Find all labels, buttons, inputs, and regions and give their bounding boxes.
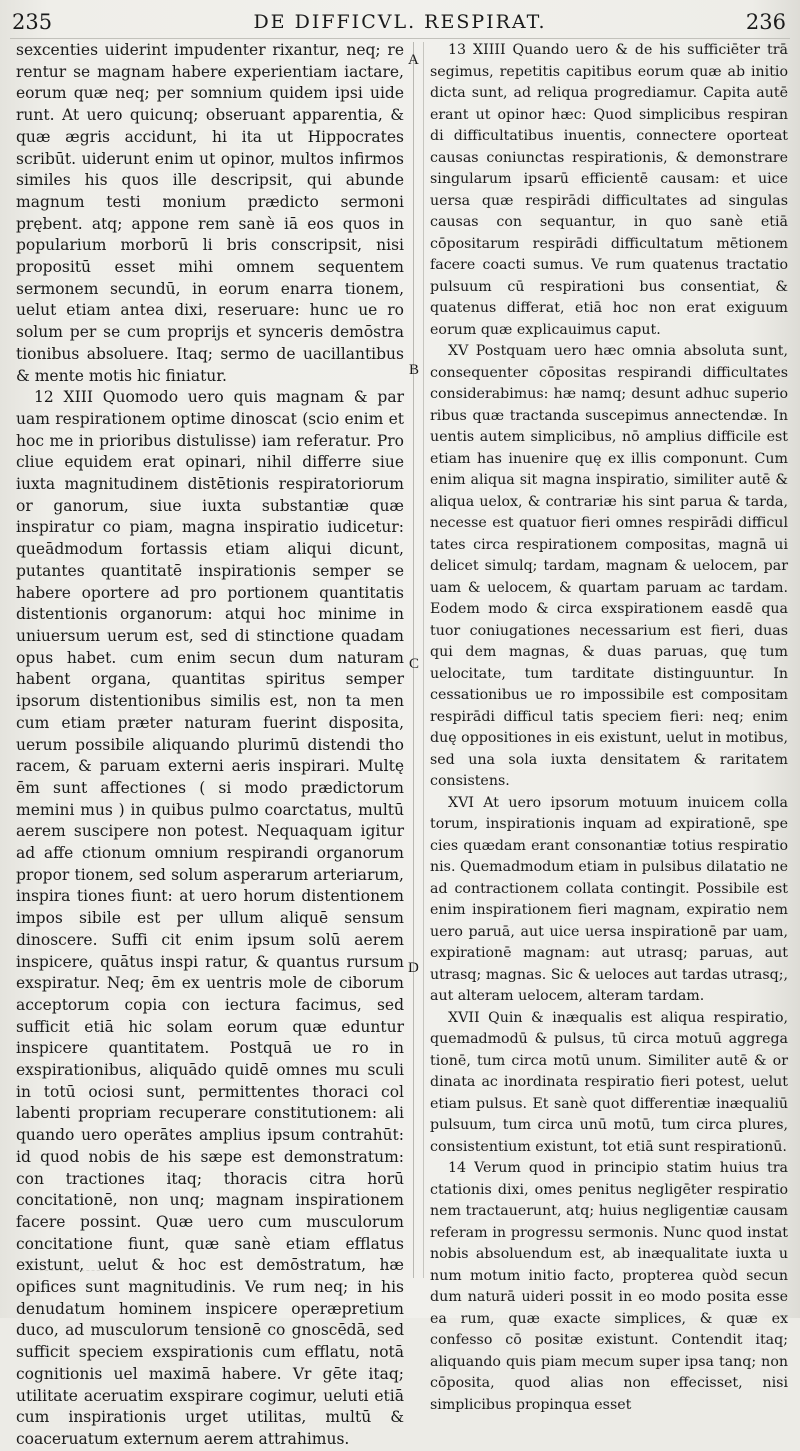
column-divider-secondary (423, 42, 424, 1278)
paragraph: 13 XIIII Quando uero & de his sufficiēter trā segimus, repetitis capitibus eorum quæ ab initio dicta sunt, ad reliqua progrediamur. Capita autē erant ut opinor hæc: Quod simplicibus respiran di difficultatibus inuentis, connectere oporteat causas coniunctas respirationis, & demonstrare singularum ipsarū efficientē causam: et uice uersa quæ respirādi difficultates ad singulas causas con sequantur, in quo sanè etiā cōpositarum respirādi difficultatum mētionem facere coacti sumus. Ve rum quatenus tractatio pulsuum cū respirationi bus consentiat, & quatenus differat, etiā hoc non erat exiguum eorum quæ explicauimus caput. (430, 42, 788, 338)
right-page-number: 236 (745, 10, 786, 34)
running-title: DE DIFFICVL. RESPIRAT. (253, 11, 547, 33)
paragraph: sexcenties uiderint impudenter rixantur, neq; re rentur se magnam habere experientiam iactare, eorum quæ neq; per somnium quidem ipsi uide runt. At uero quicunq; obseruant apparentia, & quæ ægris accidunt, hi ita ut Hippocrates scribūt. uiderunt enim ut opinor, multos infirmos similes his quos ille descripsit, qui abunde magnum testi monium prædicto sermoni prębent. atq; appone rem sanè iā eos quos in popularium morborū li bris conscripsit, nisi propositū esset mihi omnem sequentem sermonem secundū, in eorum enarra tionem, uelut etiam antea dixi, reseruare: hunc ue ro solum per se cum proprijs et synceris demōstra tionibus absoluere. Itaq; sermo de uacillantibus & mente motis hic finiatur. (16, 41, 404, 385)
page-smudge (40, 1270, 110, 1291)
left-page-number: 235 (12, 10, 53, 34)
paragraph: 12 XIII Quomodo uero quis magnam & par uam respirationem optime dinoscat (scio enim et hoc me in prioribus distulisse) iam referatur. Pro cliue equidem erat opinari, nihil differre siue iuxta magnitudinem distētionis respiratoriorum or ganorum, siue iuxta substantiæ quæ inspiratur co piam, magna inspiratio iudicetur: queādmodum fortassis etiam aliqui dicunt, putantes quantitatē inspirationis semper se habere oportere ad pro portionem quantitatis distentionis organorum: atqui hoc minime in uniuersum uerum est, sed di stinctione quadam opus habet. cum enim secun dum naturam habent organa, quantitas spiritus semper ipsorum distentionibus similis est, non ta men cum etiam præter naturam fuerint disposita, uerum possibile aliquando plurimū distendi tho racem, & paruam externi aeris inspirari. Multę ēm sunt affectiones ( si modo prædictorum memini mus ) in quibus pulmo coarctatus, multū aerem suscipere non potest. Nequaquam igitur ad affe ctionum omnium respirandi organorum propor tionem, sed solum asperarum arteriarum, inspira tiones fiunt: at uero horum distentionem impos sibile est per ullum aliquē sensum dinoscere. Suffi cit enim ipsum solū aerem inspicere, quātus inspi ratur, & quantus rursum exspiratur. Neq; ēm ex uentris mole de ciborum acceptorum copia con iectura facimus, sed sufficit etiā hic solam eorum quæ eduntur inspicere quantitatem. Postquā ue ro in exspirationibus, aliquādo quidē omnes mu sculi in totū ociosi sunt, permittentes thoraci col labenti propriam recuperare constitutionem: ali quando uero operātes amplius ipsum contrahūt: id quod nobis de his sæpe est demonstratum: con tractiones itaq; thoracis citra horū concitationē, non unq; magnam inspirationem facere possint. Quæ uero cum musculorum concitatione fiunt, quæ sanè etiam efflatus existunt, uelut & hoc est demōstratum, hæ opifices sunt magnitudinis. Ve rum neq; in his denudatum hominem inspicere operæpretium duco, ad musculorum tensionē co gnoscēdā, sed sufficit speciem exspirationis cum efflatu, notā cognitionis uel maximā habere. Vr gēte itaq; utilitate aceruatim exspirare cogimur, ueluti etiā cum inspirationis urget utilitas, multū & coaceruatum externum aerem attrahimus. (16, 388, 404, 1448)
running-header (8, 10, 792, 36)
right-text-column (430, 40, 788, 1416)
margin-marker-b: B (409, 362, 420, 378)
paragraph: 14 Verum quod in principio statim huius tra ctationis dixi, omes penitus negligēter respiratio nem tractauerunt, atq; huius negligentiæ causam referam in progressu sermonis. Nunc quod instat nobis absoluendum est, ab inæqualitate iuxta u num motum initio facto, propterea quòd secun dum naturā uideri possit in eo modo posita esse ea rum, quæ exacte simplices, & quæ ex confesso cō positæ existunt. Contendit itaq; aliquando quis piam mecum super ipsa tanq; non cōposita, quod alias non effecisset, nisi simplicibus propinqua esset (430, 1160, 788, 1413)
paragraph: XV Postquam uero hæc omnia absoluta sunt, consequenter cōpositas respirandi difficultates considerabimus: hæ namq; desunt adhuc superio ribus quæ tractanda suscepimus annectendæ. In uentis autem simplicibus, nō amplius difficile est etiam has inuenire quę ex illis componunt. Cum enim aliqua sit magna inspiratio, similiter autē & aliqua uelox, & contrariæ his sint parua & tarda, necesse est quatuor fieri omnes respirādi difficul tates circa respirationem compositas, magnā ui delicet simulq; tardam, magnam & uelocem, par uam & uelocem, & quartam paruam ac tardam. Eodem modo & circa exspirationem easdē qua tuor coniugationes necessarium est fieri, duas qui dem magnas, & duas paruas, quę tum uelocitate, tum tarditate distinguuntur. In cessationibus ue ro impossibile est compositam respirādi difficul tatis speciem fieri: neq; enim duę oppositiones in eis existunt, uelut in motibus, sed una sola iuxta densitatem & raritatem consistens. (430, 343, 788, 789)
margin-marker-a: A (408, 52, 419, 68)
paragraph: XVI At uero ipsorum motuum inuicem colla torum, inspirationis inquam ad expirationē, spe cies quædam erant consonantiæ totius respiratio nis. Quemadmodum etiam in pulsibus dilatatio ne ad contractionem collata contingit. Possibile est enim inspirationem fieri magnam, expiratio nem uero paruā, aut uice uersa inspirationē par uam, expirationē magnam: aut utrasq; paruas, aut utrasq; magnas. Sic & ueloces aut tardas utrasq;, aut alteram uelocem, alteram tardam. (430, 794, 788, 1004)
left-text-column (16, 40, 404, 1451)
margin-marker-d: D (408, 960, 419, 976)
paragraph: XVII Quin & inæqualis est aliqua respiratio, quemadmodū & pulsus, tū circa motuū aggrega tionē, tum circa motū unum. Similiter autē & or dinata ac inordinata respiratio fieri potest, uelut etiam pulsus. Et sanè quot differentiæ inæqualiū pulsuum, tum circa unū motū, tum circa plures, consistentium existunt, tot etiā sunt respirationū. (430, 1009, 788, 1155)
margin-marker-c: C (409, 656, 420, 672)
header-rule (10, 38, 790, 39)
